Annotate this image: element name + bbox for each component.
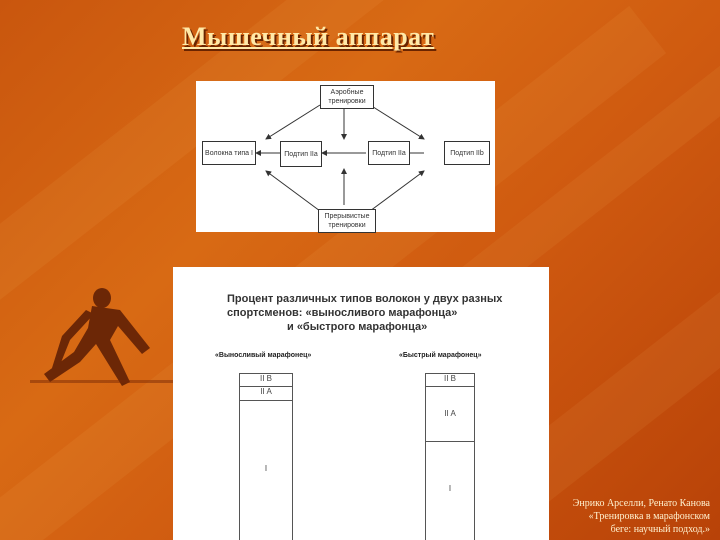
credit-line: «Тренировка в марафонском xyxy=(588,511,710,522)
left-column-label: «Выносливый марафонец» xyxy=(215,352,312,359)
credit-line: беге: научный подход.» xyxy=(610,524,710,535)
fiber-chart-title-line: и «быстрого марафонца» xyxy=(287,321,428,333)
diagram-box-subtype-center-left: Подтип IIa xyxy=(280,141,322,167)
training-fiber-diagram xyxy=(196,81,495,232)
source-credit xyxy=(510,497,710,536)
fiber-chart-title-line: Процент различных типов волокон у двух разных xyxy=(227,293,503,305)
fiber-chart-title xyxy=(227,292,537,334)
diagram-box-aerobic: Аэробные тренировки xyxy=(320,85,374,109)
right-segment-iib: II B xyxy=(426,374,474,387)
diagram-box-subtype-iib: Подтип IIb xyxy=(444,141,490,165)
right-column-label: «Быстрый марафонец» xyxy=(399,352,482,359)
right-segment-i: I xyxy=(448,484,452,493)
right-segment-iia: II A xyxy=(426,387,474,442)
diagram-box-subtype-center-right: Подтип IIa xyxy=(368,141,410,165)
left-segment-i: I xyxy=(264,464,268,473)
fiber-chart-title-line: спортсменов: «выносливого марафонца» xyxy=(227,307,458,319)
slide-title: Мышечный аппарат xyxy=(182,22,435,51)
diagram-box-interval: Прерывистые тренировки xyxy=(318,209,376,233)
left-segment-iib: II B xyxy=(240,374,292,387)
left-fiber-column xyxy=(239,373,293,540)
right-fiber-column xyxy=(425,373,475,540)
fiber-percentage-chart xyxy=(173,267,549,540)
runner-silhouette-image xyxy=(30,270,180,410)
diagram-box-type-i: Волокна типа I xyxy=(202,141,256,165)
credit-line: Энрико Арселли, Ренато Канова xyxy=(572,498,710,509)
left-segment-iia: II A xyxy=(240,387,292,401)
